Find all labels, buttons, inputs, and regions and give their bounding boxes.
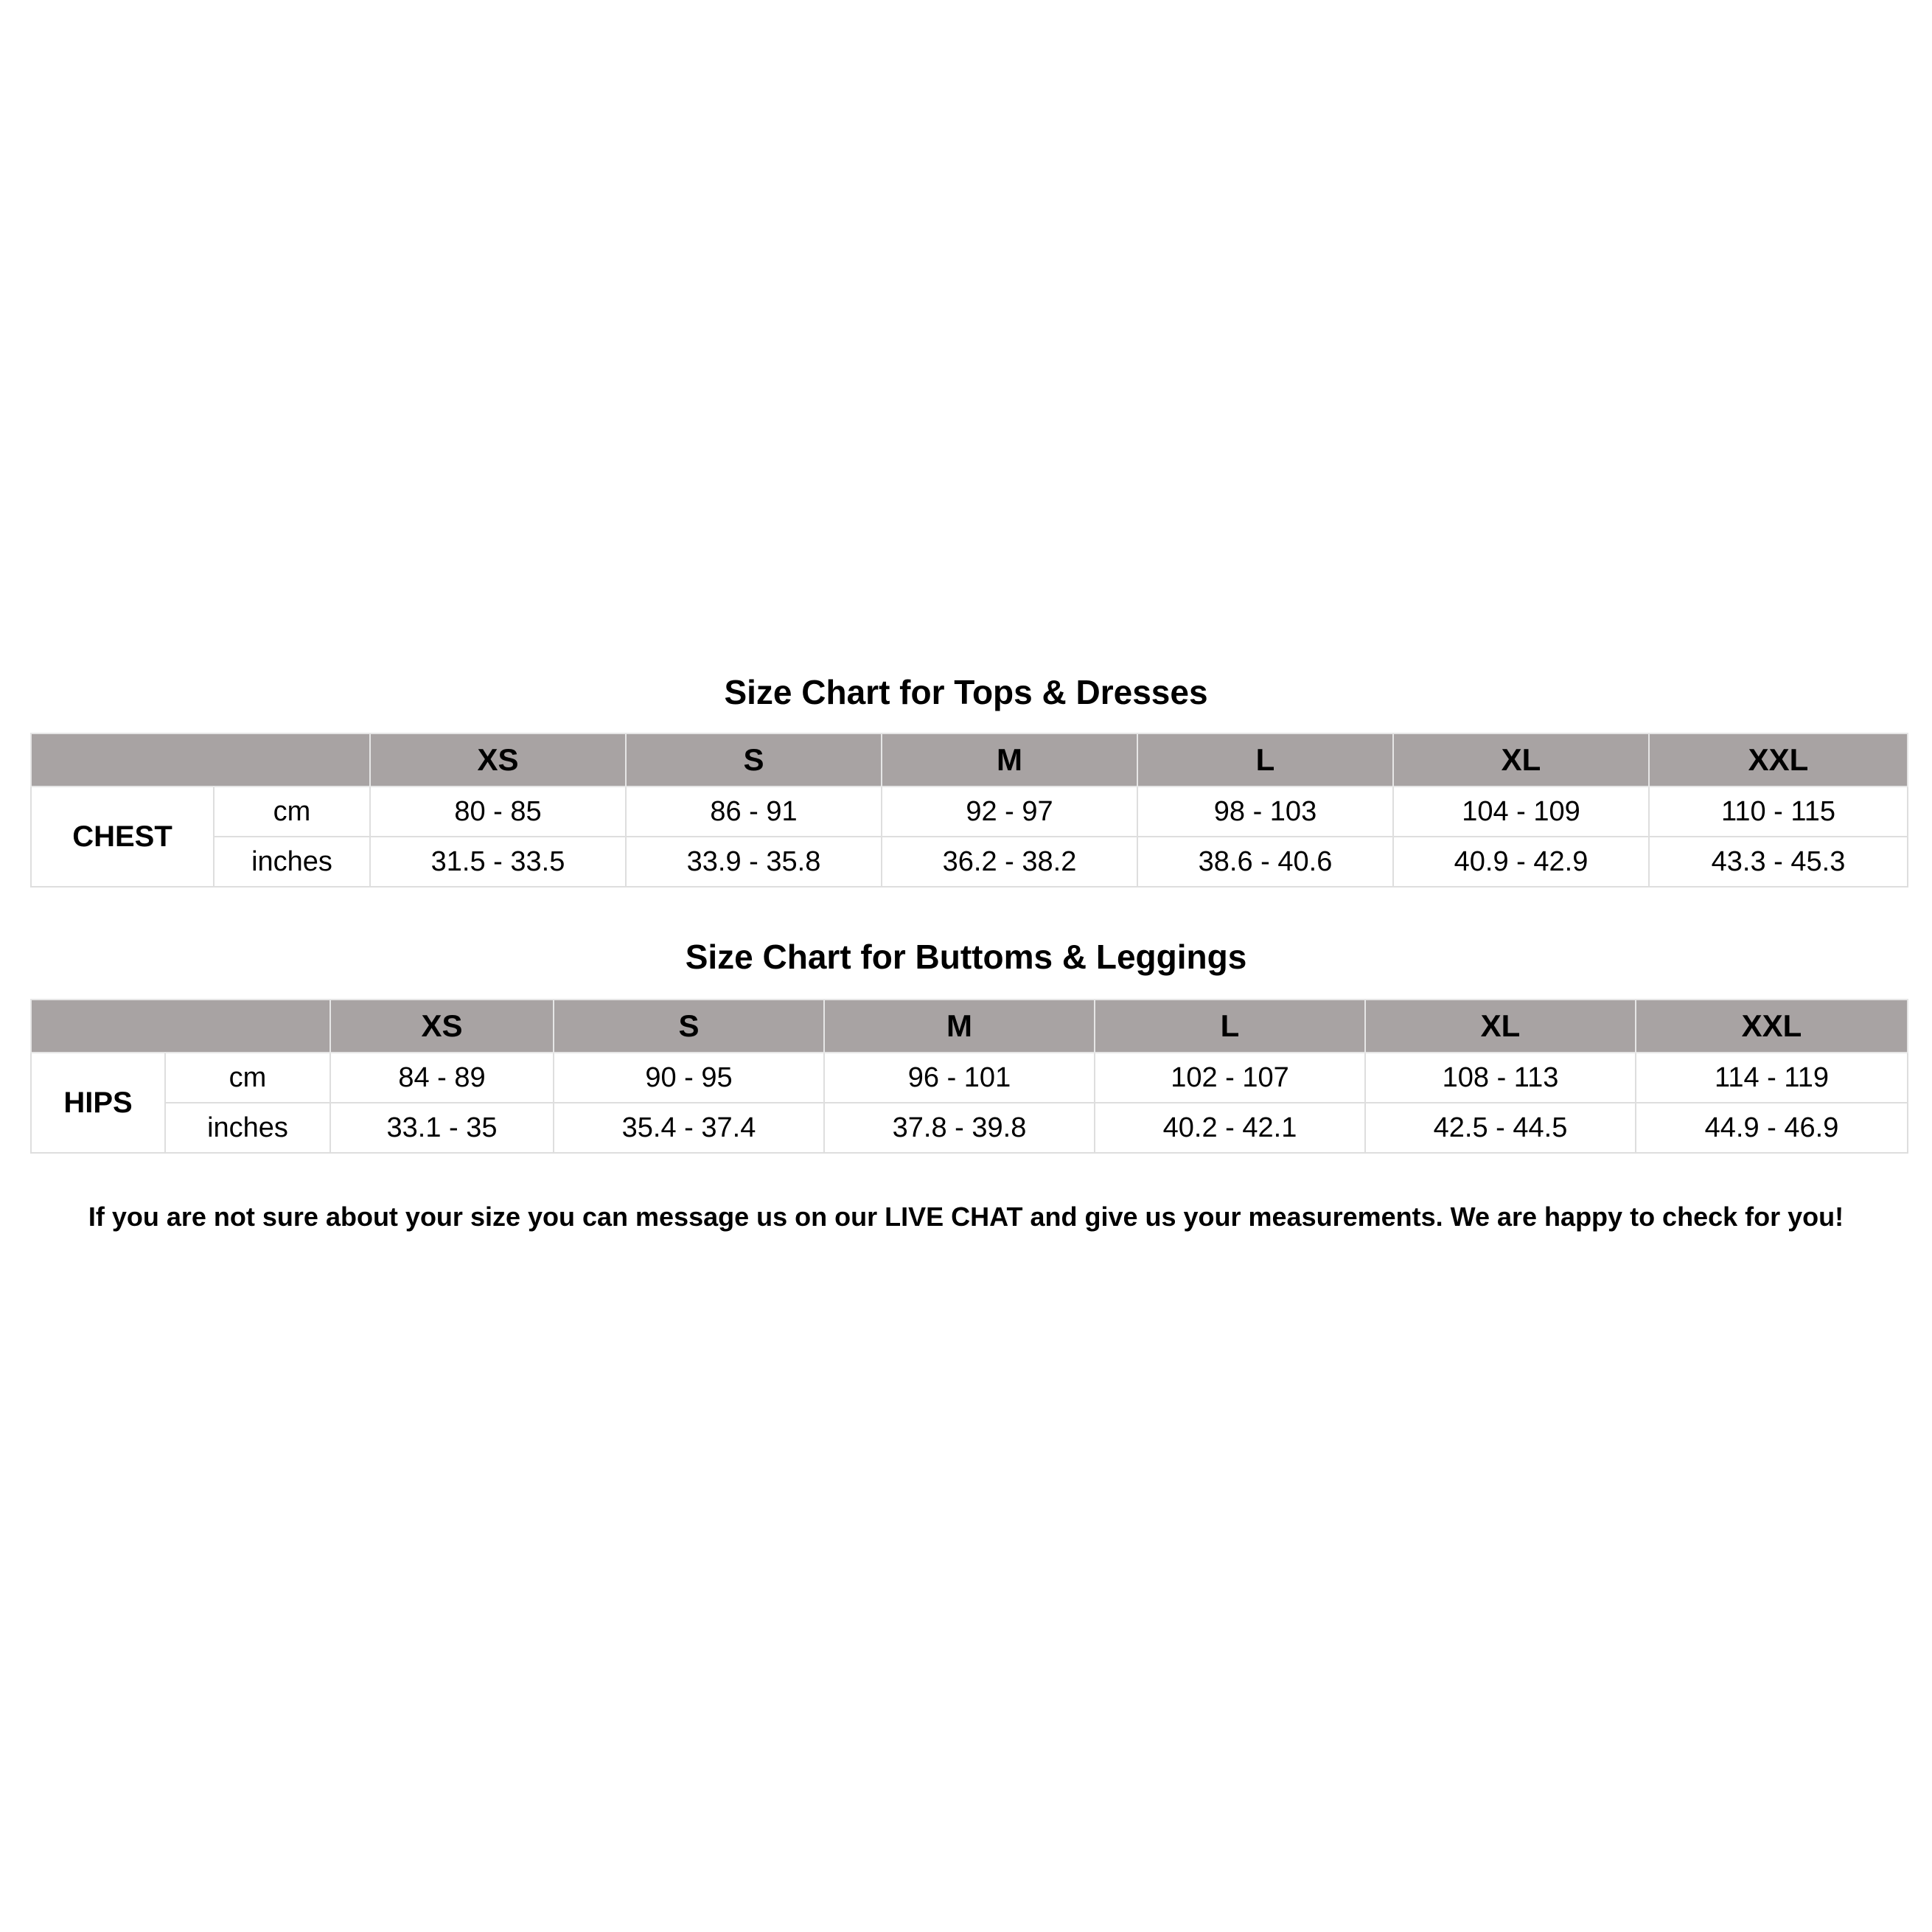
- unit-label: cm: [214, 787, 370, 837]
- size-header-m: M: [882, 733, 1137, 787]
- measure-label-hips: HIPS: [31, 1053, 165, 1153]
- table-cell: 40.9 - 42.9: [1393, 837, 1649, 887]
- table-cell: 86 - 91: [626, 787, 882, 837]
- unit-label: inches: [214, 837, 370, 887]
- header-corner-cell: [31, 1000, 330, 1053]
- table-cell: 114 - 119: [1636, 1053, 1908, 1103]
- table-cell: 40.2 - 42.1: [1095, 1103, 1365, 1153]
- table-row: [31, 1103, 1908, 1153]
- size-header-s: S: [554, 1000, 824, 1053]
- table-row: [31, 1053, 1908, 1103]
- table-cell: 35.4 - 37.4: [554, 1103, 824, 1153]
- bottoms-chart-title: Size Chart for Buttoms & Leggings: [685, 938, 1247, 976]
- bottoms-header-row: [31, 1000, 1908, 1053]
- help-note: If you are not sure about your size you can message us on our LIVE CHAT and give us your measurements. We are happy to check for you!: [88, 1202, 1844, 1232]
- table-cell: 108 - 113: [1365, 1053, 1636, 1103]
- table-cell: 42.5 - 44.5: [1365, 1103, 1636, 1153]
- size-header-xl: XL: [1365, 1000, 1636, 1053]
- table-cell: 90 - 95: [554, 1053, 824, 1103]
- table-cell: 102 - 107: [1095, 1053, 1365, 1103]
- table-row: [31, 837, 1908, 887]
- size-header-xs: XS: [370, 733, 626, 787]
- tops-header-row: [31, 733, 1908, 787]
- table-cell: 43.3 - 45.3: [1649, 837, 1908, 887]
- tops-size-table: [30, 733, 1908, 887]
- table-cell: 38.6 - 40.6: [1137, 837, 1393, 887]
- table-cell: 33.9 - 35.8: [626, 837, 882, 887]
- bottoms-size-table: [30, 999, 1908, 1154]
- table-cell: 84 - 89: [330, 1053, 554, 1103]
- table-cell: 37.8 - 39.8: [824, 1103, 1095, 1153]
- unit-label: inches: [165, 1103, 330, 1153]
- table-cell: 44.9 - 46.9: [1636, 1103, 1908, 1153]
- table-cell: 92 - 97: [882, 787, 1137, 837]
- size-header-l: L: [1095, 1000, 1365, 1053]
- measure-label-chest: CHEST: [31, 787, 214, 887]
- size-header-xxl: XXL: [1649, 733, 1908, 787]
- size-header-s: S: [626, 733, 882, 787]
- unit-label: cm: [165, 1053, 330, 1103]
- table-cell: 98 - 103: [1137, 787, 1393, 837]
- table-cell: 104 - 109: [1393, 787, 1649, 837]
- table-cell: 110 - 115: [1649, 787, 1908, 837]
- table-row: [31, 787, 1908, 837]
- header-corner-cell: [31, 733, 370, 787]
- size-header-l: L: [1137, 733, 1393, 787]
- table-cell: 96 - 101: [824, 1053, 1095, 1103]
- size-header-xl: XL: [1393, 733, 1649, 787]
- size-header-m: M: [824, 1000, 1095, 1053]
- table-cell: 33.1 - 35: [330, 1103, 554, 1153]
- table-cell: 80 - 85: [370, 787, 626, 837]
- table-cell: 36.2 - 38.2: [882, 837, 1137, 887]
- size-header-xs: XS: [330, 1000, 554, 1053]
- size-header-xxl: XXL: [1636, 1000, 1908, 1053]
- tops-chart-title: Size Chart for Tops & Dresses: [724, 673, 1208, 711]
- table-cell: 31.5 - 33.5: [370, 837, 626, 887]
